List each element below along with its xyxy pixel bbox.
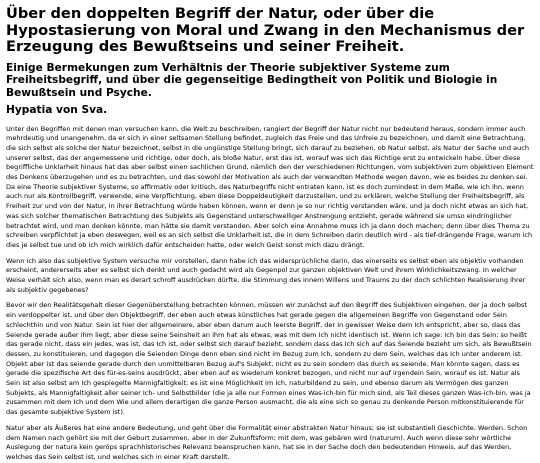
body-paragraph: Bevor wir den Realitätsgehalt dieser Gegenüberstellung betrachten können, müssen wir zunächst auf den Begriff des Subjektiven eingehen, der ja doch selbst ein verdoppelter ist, und über den Objektbegriff, der eben auch etwas künstliches hat gerade gegen die allgemeinen Begriffe von Gegenstand oder Sein schlechthin und von Natur. Sein ist hier der allgemeinere, aber eben darum auch leerste Begriff, der in gewisser Weise dem Ich entspricht, aber so, dass das Seiende gerade außer ihm liegt, aber diese seine Seinsheit an ihm hat als etwas, was mit dem Ich nicht identisch ist. Wenn ich sage: Ich bin das Sein; so heißt das gerade nicht, dass ein jedes, was ist, das Ich ist, oder selbst sich darauf bezieht, sondern dass das Ich sich auf das Seiende bezieht um sich, als Bewußtsein dessen, zu konstituieren, und dagegen die Seienden Dinge denn eben sind nicht im Bezug zum Ich, sondern zu dem Sein, welches das Ich unter anderem ist. Objekt aber ist das seiende gerade durch den unmittelbaren Bezug auf's Subjekt, nicht es zu sein sondern das durch es seiende. Man könnte sagen, dass es gerade die spezifische Art des für-es-seins ausdrückt, aber eben auf es wiederum konkret bezogen, und nicht nur auf irgendein Sein, worauf es ist. Natur als Sein ist also selbst am Ich gespiegelte Mannigfaltigkeit; es ist eine Möglichkeit im Ich, naturbildend zu sein, und ebenso darum als Vermögen des ganzen Subjekts, als Mannigfaltigkeit aller seiner Ich- und Selbstbilder (die ja alle nur Formen eines Was-ich-bin für mich sind, als Teil dieses ganzen Was-ich-bin, was ja zusammen mit dem Ich und dem Wie und allem derartigen die ganze Person ausmacht, die als eine sich so genau zu denkende Person mitkonstituierende für das gesamte subjektive System ist). <box>6 301 532 417</box>
body-paragraph: Unter den Begriffen mit denen man versuchen kann, die Welt zu beschreiben, rangiert der Begriff der Natur nicht nur bedeutend heraus, sondern immer auch mehrdeutig und unangenehm, da er sich in einer seltsamen Stellung befindet, zugleich das Freie und das Unfreie zu bezeichnen, und damit eine Betrachtung, die sich selbst als solche der Natur bezeichnet, selbst in die ungünstige Stellung bringt, sich darauf zu beziehen, ob Natur selbst, als Natur der Sache und auch unserer selbst, das der angemessene und richtige, oder doch, als bloße Natur, erst das ist, worauf was sich das Richtige erst zu entwickeln habe. Über diese begriffliche Unklarheit hinaus hat das aber selbst einen sachlichen Grund, nämlich den der verschiedenen Richtungen, vom subjektiven zum objektiven Element des Denkens überzugehen und es zu betrachten, und das sowohl der Motivation als auch der verwandten Methode wegen davon, wie es beides zu denken sei. Da eine Theorie subjektiver Systeme, so affirmativ oder kritisch, des Naturbegriffs nicht entraten kann, ist es doch zumindest in dem Maße, wie ich ihn, wenn auch nur als Kontrollbegriff, verwende, eine Verpflichtung, eben diese Doppeldeutigkeit darzustellen, und zu erklären, welche Stellung der Freiheitsbegriff, als Freiheit zur und von der Natur, in ihrer Betrachtung würde haben können, wenn er denn je so nur richtig verstanden wäre, und ja doch nicht etwas an sich hat, was sich solcher thematischen Betrachtung des Subjekts als Gegenstand unterschwelliger Anstrengung entzieht, gerade während sie umso eindringlicher betrachtet wird, und man denken könnte, man hätte sie damit verstanden. Aber solch eine Annahme muss ich ja dann doch machen; denn über dies Thema zu schreiben verpflichtet ja eben deswegen, weil es an sich selbst die Unklarheit ist, die in dem Schreiben darin deutlich wird - als tief-drängende Frage, warum ich dies je selbst tue und ob ich mich wirklich dafür entscheiden hatte, oder welch Geist sonst mich dazu drängt. <box>6 124 534 249</box>
body-paragraph: Wenn ich also das subjektive System versuche mir vorstellen, dann habe ich das widersprüchliche darin, das einerseits es selbst eben als objektiv vorhanden erscheint, andererseits aber es selbst sich denkt und auch gedacht wird als Gegenpol zur ganzen objektiven Welt und ihrem Wirklichkeitszwang. In welcher Weise verhält sich also, wenn man es derart schroff ausdrücken dürfte, die Stimmung des innern Willens und Traums zu der doch schlichten Realisierung ihrer als subjektiv gegebenes? <box>6 256 526 294</box>
document-subtitle: Einige Bermekungen zum Verhältnis der Theorie subjektiver Systeme zum Freiheitsbegriff, und über die gegenseitige Bedingtheit von Politik und Biologie in Bewußtsein und Psyche. <box>6 61 498 99</box>
document-author: Hypatia von Sva. <box>6 104 108 116</box>
body-paragraph: Natur aber als Äußeres hat eine andere Bedeutung, und geht über die Formalität einer abstrakten Natur hinaus; sie ist substantiell Geschichte, Werden. Schon dem Namen nach gehört sie mit der Geburt zusammen, aber in der Zukunftsform; mit dem, was gebären wird (naturum). Auch wenn diese sehr wörtliche Auslegung der natura kein geröps sprachhistorisches Relevanz beanspruchen kann, hat sie in der Sache doch den bedeutenden Hinweis, auf das Werden, welches das Sein selbst ist, und welches sich in einer Kraft darstellt. <box>6 423 528 461</box>
document-title: Über den doppelten Begriff der Natur, oder über die Hypostasierung von Moral und Zwang in den Mechanismus der Erzeugung des Bewußtseins und seiner Freiheit. <box>6 5 525 55</box>
